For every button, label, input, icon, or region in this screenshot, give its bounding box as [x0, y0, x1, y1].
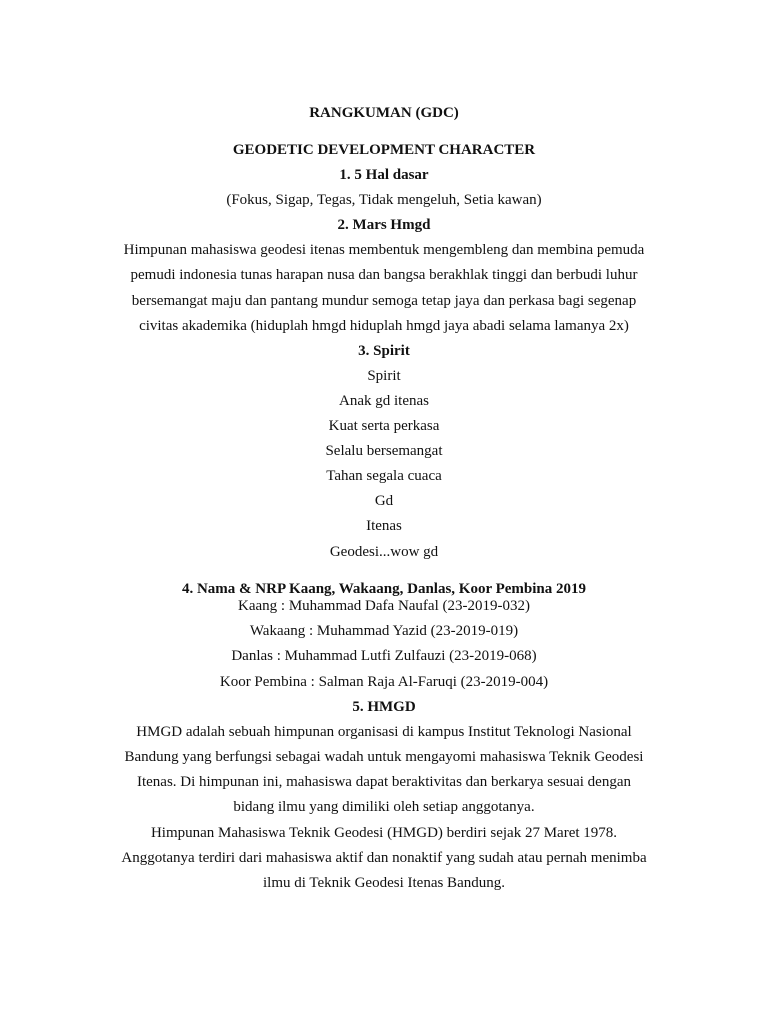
section-2-line: civitas akademika (hiduplah hmgd hiduplah hmgd jaya abadi selama lamanya 2x)	[139, 318, 629, 334]
section-3-line: Tahan segala cuaca	[326, 468, 442, 484]
section-5-line: Himpunan Mahasiswa Teknik Geodesi (HMGD) berdiri sejak 27 Maret 1978.	[150, 825, 618, 841]
section-3-line: Kuat serta perkasa	[328, 418, 440, 434]
section-5-line: ilmu di Teknik Geodesi Itenas Bandung.	[263, 875, 505, 891]
section-3-line: Gd	[374, 493, 394, 509]
section-2-line: pemudi indonesia tunas harapan nusa dan bangsa berakhlak tinggi dan berbudi luhur	[130, 267, 638, 283]
section-5-line: HMGD adalah sebuah himpunan organisasi di kampus Institut Teknologi Nasional	[136, 724, 632, 740]
section-5-line: bidang ilmu yang dimiliki oleh setiap anggotanya.	[233, 799, 535, 815]
section-2-heading: 2. Mars Hmgd	[337, 217, 431, 233]
section-3-line: Spirit	[367, 368, 401, 384]
section-3-line: Geodesi...wow gd	[329, 544, 439, 560]
section-4-heading: 4. Nama & NRP Kaang, Wakaang, Danlas, Koor Pembina 2019	[181, 581, 587, 597]
section-1-line: (Fokus, Sigap, Tegas, Tidak mengeluh, Setia kawan)	[226, 192, 542, 208]
section-3-line: Itenas	[366, 518, 402, 534]
section-4-line: Kaang : Muhammad Dafa Naufal (23-2019-032)	[238, 598, 530, 614]
section-5-line: Bandung yang berfungsi sebagai wadah untuk mengayomi mahasiswa Teknik Geodesi	[124, 749, 644, 765]
section-3-line: Selalu bersemangat	[325, 443, 443, 459]
section-4-line: Koor Pembina : Salman Raja Al-Faruqi (23-2019-004)	[219, 674, 549, 690]
section-2-line: Himpunan mahasiswa geodesi itenas membentuk mengembleng dan membina pemuda	[123, 242, 645, 258]
section-5-heading: 5. HMGD	[352, 699, 416, 715]
section-3-heading: 3. Spirit	[358, 343, 410, 359]
document-title: RANGKUMAN (GDC)	[309, 105, 459, 121]
section-3-line: Anak gd itenas	[339, 393, 429, 409]
document-subtitle: GEODETIC DEVELOPMENT CHARACTER	[232, 142, 536, 158]
section-5-line: Itenas. Di himpunan ini, mahasiswa dapat beraktivitas dan berkarya sesuai dengan	[136, 774, 631, 790]
section-2-line: bersemangat maju dan pantang mundur semoga tetap jaya dan perkasa bagi segenap	[131, 293, 637, 309]
section-4-line: Wakaang : Muhammad Yazid (23-2019-019)	[249, 623, 519, 639]
section-4-line: Danlas : Muhammad Lutfi Zulfauzi (23-2019-068)	[231, 648, 537, 664]
section-5-line: Anggotanya terdiri dari mahasiswa aktif dan nonaktif yang sudah atau pernah menimba	[121, 850, 647, 866]
section-1-heading: 1. 5 Hal dasar	[339, 167, 429, 183]
